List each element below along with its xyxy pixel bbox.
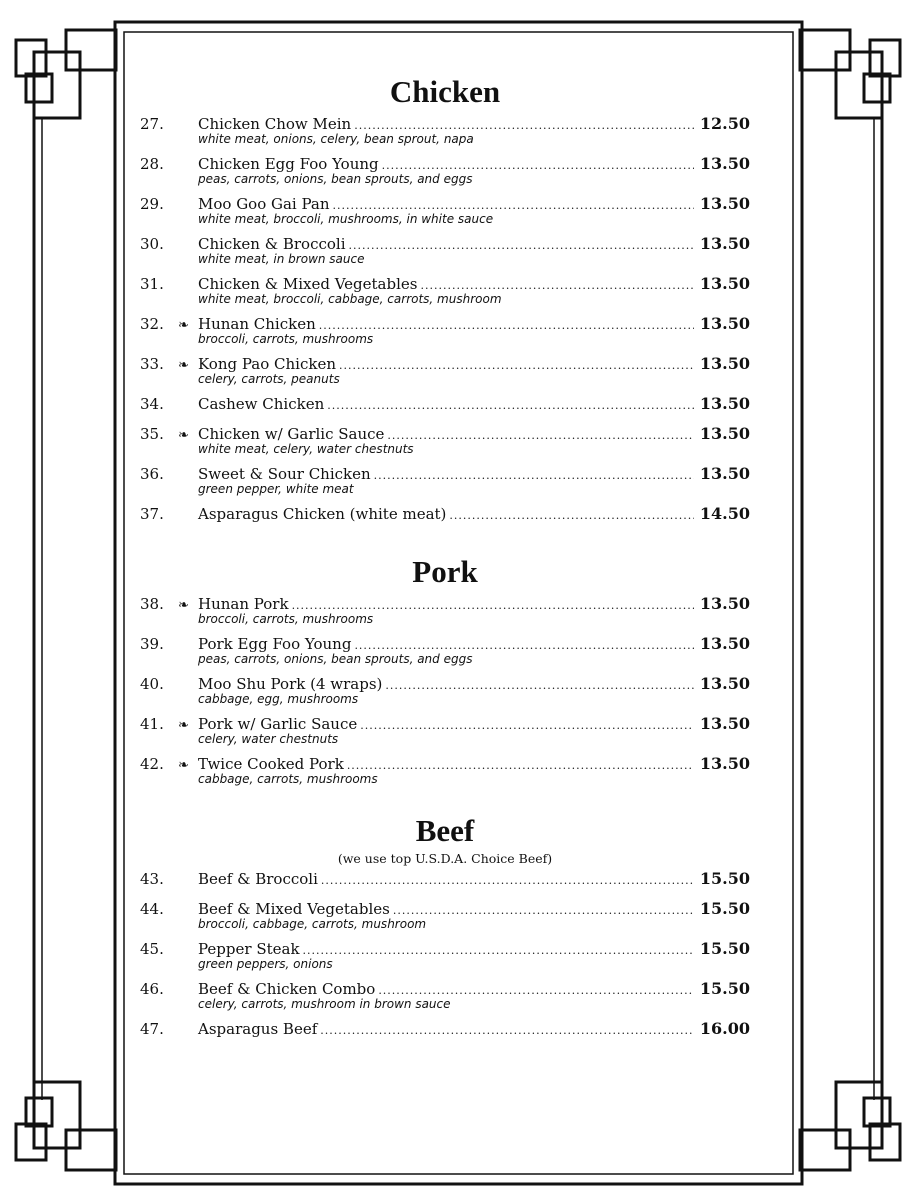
item-number: 33. <box>140 355 164 373</box>
dot-leader <box>385 679 694 692</box>
dot-leader <box>449 509 694 522</box>
item-name: Chicken & Mixed Vegetables <box>198 275 418 293</box>
menu-item <box>140 714 750 747</box>
menu-content <box>140 70 750 1049</box>
item-price: 15.50 <box>699 899 750 918</box>
dot-leader <box>354 119 694 132</box>
item-name: Chicken Chow Mein <box>198 115 352 133</box>
dot-leader <box>333 199 694 212</box>
item-price: 13.50 <box>699 154 750 173</box>
menu-item <box>140 424 750 457</box>
menu-section-beef <box>140 809 750 1041</box>
item-name: Moo Shu Pork (4 wraps) <box>198 675 383 693</box>
item-price: 13.50 <box>699 194 750 213</box>
dot-leader <box>303 944 694 957</box>
item-price: 13.50 <box>699 424 750 443</box>
spicy-icon: ❧ <box>178 428 189 443</box>
item-price: 14.50 <box>699 504 750 523</box>
spicy-icon: ❧ <box>178 318 189 333</box>
item-description: peas, carrots, onions, bean sprouts, and eggs <box>198 652 473 666</box>
item-price: 13.50 <box>699 594 750 613</box>
dot-leader <box>354 639 694 652</box>
item-description: green pepper, white meat <box>198 482 354 496</box>
menu-item <box>140 674 750 707</box>
item-price: 13.50 <box>699 714 750 733</box>
item-name: Hunan Chicken <box>198 315 316 333</box>
item-name: Asparagus Beef <box>198 1020 318 1038</box>
item-price: 15.50 <box>699 979 750 998</box>
item-name: Cashew Chicken <box>198 395 325 413</box>
menu-item <box>140 114 750 147</box>
item-description: broccoli, carrots, mushrooms <box>198 612 374 626</box>
item-price: 13.50 <box>699 634 750 653</box>
item-name: Pork w/ Garlic Sauce <box>198 715 358 733</box>
item-price: 13.50 <box>699 754 750 773</box>
item-price: 13.50 <box>699 274 750 293</box>
menu-item <box>140 594 750 627</box>
item-name: Beef & Broccoli <box>198 870 318 888</box>
spicy-icon: ❧ <box>178 598 189 613</box>
item-number: 38. <box>140 595 164 613</box>
item-name: Twice Cooked Pork <box>198 755 344 773</box>
item-description: cabbage, egg, mushrooms <box>198 692 359 706</box>
spicy-icon: ❧ <box>178 718 189 733</box>
section-title: Chicken <box>389 74 501 109</box>
item-number: 35. <box>140 425 164 443</box>
dot-leader <box>339 359 694 372</box>
menu-item <box>140 234 750 267</box>
item-number: 34. <box>140 395 164 413</box>
menu-item <box>140 634 750 667</box>
item-name: Chicken Egg Foo Young <box>198 155 379 173</box>
item-number: 30. <box>140 235 164 253</box>
menu-item <box>140 274 750 307</box>
item-price: 13.50 <box>699 674 750 693</box>
item-description: celery, carrots, peanuts <box>198 372 340 386</box>
item-description: broccoli, carrots, mushrooms <box>198 332 374 346</box>
item-price: 13.50 <box>699 464 750 483</box>
item-name: Hunan Pork <box>198 595 289 613</box>
item-number: 32. <box>140 315 164 333</box>
menu-item <box>140 314 750 347</box>
item-description: peas, carrots, onions, bean sprouts, and eggs <box>198 172 473 186</box>
item-number: 31. <box>140 275 164 293</box>
item-description: white meat, broccoli, cabbage, carrots, mushroom <box>198 292 502 306</box>
item-name: Chicken w/ Garlic Sauce <box>198 425 385 443</box>
dot-leader <box>292 599 694 612</box>
item-number: 39. <box>140 635 164 653</box>
menu-item <box>140 979 750 1012</box>
item-name: Sweet & Sour Chicken <box>198 465 371 483</box>
section-title: Beef <box>415 813 475 848</box>
menu-item <box>140 939 750 972</box>
item-name: Pepper Steak <box>198 940 300 958</box>
menu-item <box>140 754 750 787</box>
menu-item <box>140 354 750 387</box>
menu-item <box>140 464 750 497</box>
item-description: celery, carrots, mushroom in brown sauce <box>198 997 451 1011</box>
dot-leader <box>349 239 694 252</box>
item-number: 45. <box>140 940 164 958</box>
item-price: 16.00 <box>699 1019 750 1038</box>
item-name: Chicken & Broccoli <box>198 235 346 253</box>
item-name: Kong Pao Chicken <box>198 355 336 373</box>
dot-leader <box>320 1024 694 1037</box>
item-number: 47. <box>140 1020 164 1038</box>
item-description: cabbage, carrots, mushrooms <box>198 772 378 786</box>
spicy-icon: ❧ <box>178 758 189 773</box>
item-name: Moo Goo Gai Pan <box>198 195 330 213</box>
dot-leader <box>319 319 694 332</box>
dot-leader <box>327 399 694 412</box>
menu-item <box>140 899 750 932</box>
item-number: 28. <box>140 155 164 173</box>
item-number: 44. <box>140 900 164 918</box>
spicy-icon: ❧ <box>178 358 189 373</box>
item-description: white meat, broccoli, mushrooms, in white sauce <box>198 212 494 226</box>
dot-leader <box>387 429 694 442</box>
dot-leader <box>382 159 694 172</box>
menu-item <box>140 394 750 416</box>
menu-section-pork <box>140 550 750 787</box>
item-description: white meat, onions, celery, bean sprout, napa <box>198 132 474 146</box>
item-price: 13.50 <box>699 354 750 373</box>
item-number: 27. <box>140 115 164 133</box>
item-price: 13.50 <box>699 234 750 253</box>
item-description: white meat, in brown sauce <box>198 252 365 266</box>
item-name: Beef & Chicken Combo <box>198 980 376 998</box>
dot-leader <box>321 874 694 887</box>
item-name: Beef & Mixed Vegetables <box>198 900 390 918</box>
item-number: 46. <box>140 980 164 998</box>
menu-item <box>140 869 750 891</box>
dot-leader <box>374 469 694 482</box>
item-price: 13.50 <box>699 314 750 333</box>
item-description: broccoli, cabbage, carrots, mushroom <box>198 917 427 931</box>
dot-leader <box>378 984 694 997</box>
menu-item <box>140 154 750 187</box>
item-price: 15.50 <box>699 939 750 958</box>
item-name: Asparagus Chicken (white meat) <box>198 505 447 523</box>
item-number: 41. <box>140 715 164 733</box>
menu-item <box>140 1019 750 1041</box>
dot-leader <box>420 279 694 292</box>
section-subtitle: (we use top U.S.D.A. Choice Beef) <box>337 851 553 866</box>
item-description: green peppers, onions <box>198 957 333 971</box>
dot-leader <box>393 904 694 917</box>
item-number: 37. <box>140 505 164 523</box>
menu-item <box>140 194 750 227</box>
item-number: 42. <box>140 755 164 773</box>
item-price: 12.50 <box>699 114 750 133</box>
item-price: 15.50 <box>699 869 750 888</box>
item-price: 13.50 <box>699 394 750 413</box>
item-number: 40. <box>140 675 164 693</box>
item-description: white meat, celery, water chestnuts <box>198 442 414 456</box>
item-description: celery, water chestnuts <box>198 732 339 746</box>
section-title: Pork <box>412 554 478 589</box>
item-name: Pork Egg Foo Young <box>198 635 352 653</box>
dot-leader <box>360 719 694 732</box>
menu-section-chicken <box>140 70 750 526</box>
dot-leader <box>347 759 694 772</box>
item-number: 36. <box>140 465 164 483</box>
item-number: 43. <box>140 870 164 888</box>
menu-item <box>140 504 750 526</box>
item-number: 29. <box>140 195 164 213</box>
